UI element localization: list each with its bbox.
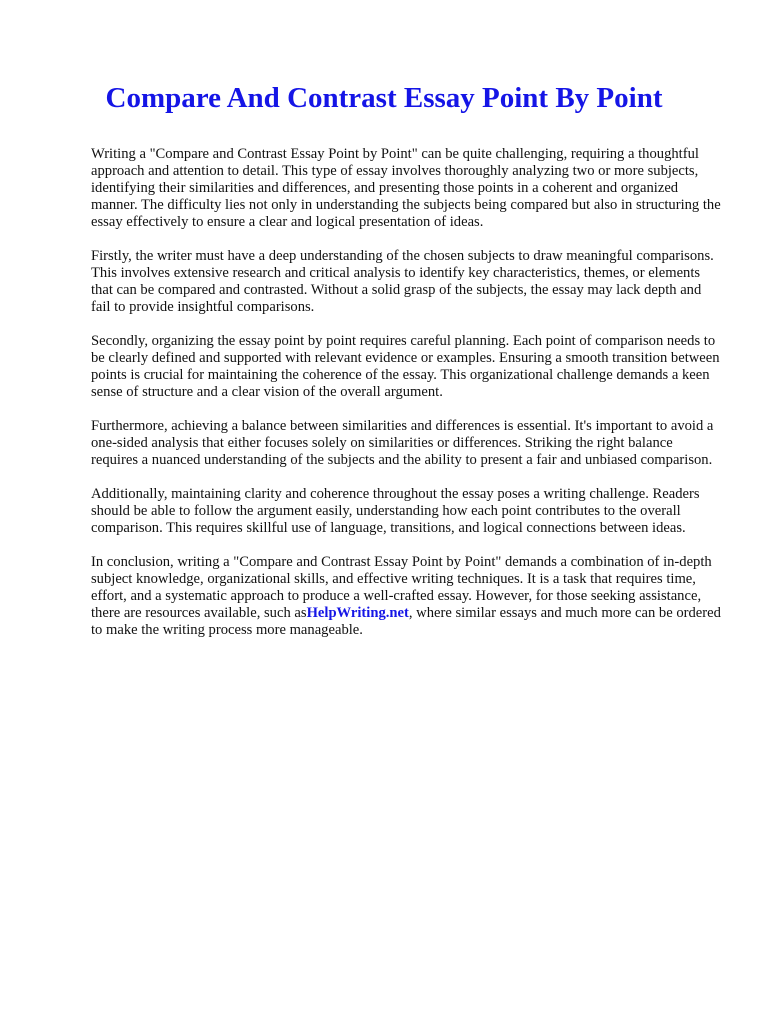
paragraph-secondly: Secondly, organizing the essay point by point requires careful planning. Each point of comparison needs to be clearly defined and supported with relevant evidence or examples. Ensuring a smooth transition between points is crucial for maintaining the coherence of the essay. This organizational challenge demands a keen sense of structure and a clear vision of the overall argument. bbox=[91, 333, 720, 400]
paragraph-conclusion bbox=[91, 554, 721, 639]
paragraph-additionally: Additionally, maintaining clarity and coherence throughout the essay poses a writing challenge. Readers should be able to follow the argument easily, understanding how each point contributes to the overall comparison. This requires skillful use of language, transitions, and logical connections between ideas. bbox=[91, 486, 700, 536]
helpwriting-link[interactable]: HelpWriting.net bbox=[306, 605, 409, 621]
paragraph-intro: Writing a "Compare and Contrast Essay Point by Point" can be quite challenging, requiring a thoughtful approach and attention to detail. This type of essay involves thoroughly analyzing two or more subjects, identifying their similarities and differences, and presenting those points in a coherent and organized manner. The difficulty lies not only in understanding the subjects being compared but also in structuring the essay effectively to ensure a clear and logical presentation of ideas. bbox=[91, 146, 721, 230]
conclusion-text-after-link: , where similar essays and much more can be ordered to make the writing process more manageable. bbox=[91, 605, 721, 638]
conclusion-text-before-link: In conclusion, writing a "Compare and Contrast Essay Point by Point" demands a combination of in-depth subject knowledge, organizational skills, and effective writing techniques. It is a task that requires time, effort, and a systematic approach to produce a well-crafted essay. However, for those seeking assistance, there are resources available, such as bbox=[91, 554, 712, 621]
document-body bbox=[91, 146, 721, 656]
document-title: Compare And Contrast Essay Point By Point bbox=[105, 82, 663, 114]
paragraph-furthermore: Furthermore, achieving a balance between similarities and differences is essential. It's important to avoid a one-sided analysis that either focuses solely on similarities or differences. Striking the right balance requires a nuanced understanding of the subjects and the ability to present a fair and unbiased comparison. bbox=[91, 418, 714, 468]
paragraph-firstly: Firstly, the writer must have a deep understanding of the chosen subjects to draw meaningful comparisons. This involves extensive research and critical analysis to identify key characteristics, themes, or elements that can be compared and contrasted. Without a solid grasp of the subjects, the essay may lack depth and fail to provide insightful comparisons. bbox=[91, 248, 714, 315]
